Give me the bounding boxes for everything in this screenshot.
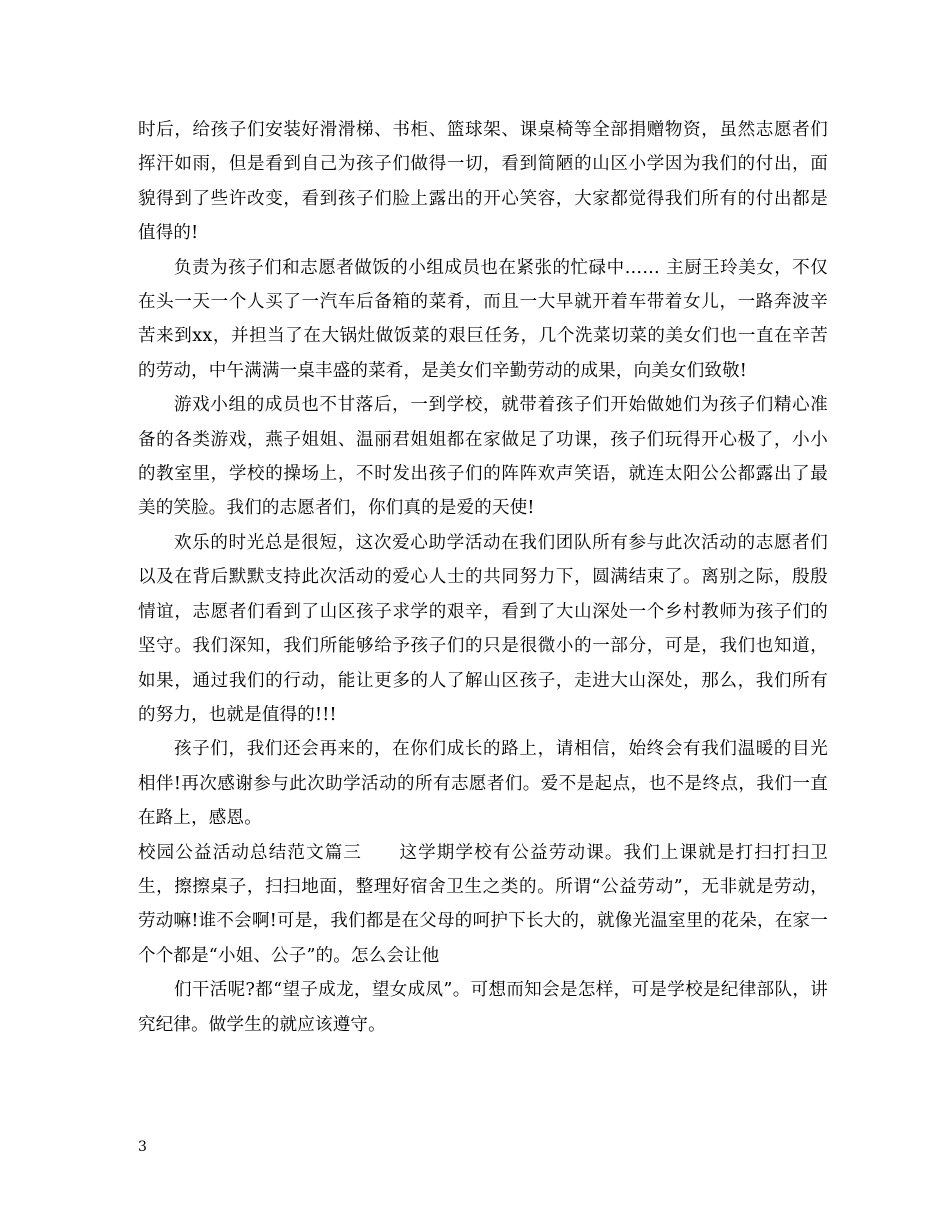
paragraph-5: 孩子们，我们还会再来的，在你们成长的路上，请相信，始终会有我们温暖的目光相伴!再次感谢参与此次助学活动的所有志愿者们。爱不是起点，也不是终点，我们一直在路上，感恩。 [138,739,828,829]
body-text [138,113,828,1042]
paragraph-2: 负责为孩子们和志愿者做饭的小组成员也在紧张的忙碌中…… 主厨王玲美女，不仅在头一天一个人买了一汽车后备箱的菜肴，而且一大早就开着车带着女儿，一路奔波辛苦来到xx，并担当了在大锅灶做饭菜的艰巨任务，几个洗菜切菜的美女们也一直在辛苦的劳动，中午满满一桌丰盛的菜肴，是美女们辛勤劳动的成果，向美女们致敬! [138,257,828,381]
paragraph-1: 时后，给孩子们安装好滑滑梯、书柜、篮球架、课桌椅等全部捐赠物资，虽然志愿者们挥汗如雨，但是看到自己为孩子们做得一切，看到简陋的山区小学因为我们的付出，面貌得到了些许改变，看到孩子们脸上露出的开心笑容，大家都觉得我们所有的付出都是值得的! [138,120,828,244]
page-number: 3 [138,1139,147,1155]
paragraph-3: 游戏小组的成员也不甘落后，一到学校，就带着孩子们开始做她们为孩子们精心准备的各类游戏，燕子姐姐、温丽君姐姐都在家做足了功课，孩子们玩得开心极了，小小的教室里，学校的操场上，不时发出孩子们的阵阵欢声笑语，就连太阳公公都露出了最美的笑脸。我们的志愿者们，你们真的是爱的天使! [138,395,828,519]
paragraph-6-section-heading: 校园公益活动总结范文篇三 这学期学校有公益劳动课。我们上课就是打扫打扫卫生，擦擦桌子，扫扫地面，整理好宿舍卫生之类的。所谓“公益劳动”，无非就是劳动，劳动嘛!谁不会啊!可是，我们都是在父母的呵护下长大的，就像光温室里的花朵，在家一个个都是“小姐、公子”的。怎么会让他 [138,842,828,966]
paragraph-7: 们干活呢?都“望子成龙，望女成凤”。可想而知会是怎样，可是学校是纪律部队，讲究纪律。做学生的就应该遵守。 [138,980,828,1035]
paragraph-4: 欢乐的时光总是很短，这次爱心助学活动在我们团队所有参与此次活动的志愿者们以及在背后默默支持此次活动的爱心人士的共同努力下，圆满结束了。离别之际，殷殷情谊，志愿者们看到了山区孩子求学的艰辛，看到了大山深处一个乡村教师为孩子们的坚守。我们深知，我们所能够给予孩子们的只是很微小的一部分，可是，我们也知道，如果，通过我们的行动，能让更多的人了解山区孩子，走进大山深处，那么，我们所有的努力，也就是值得的!!! [138,532,828,725]
